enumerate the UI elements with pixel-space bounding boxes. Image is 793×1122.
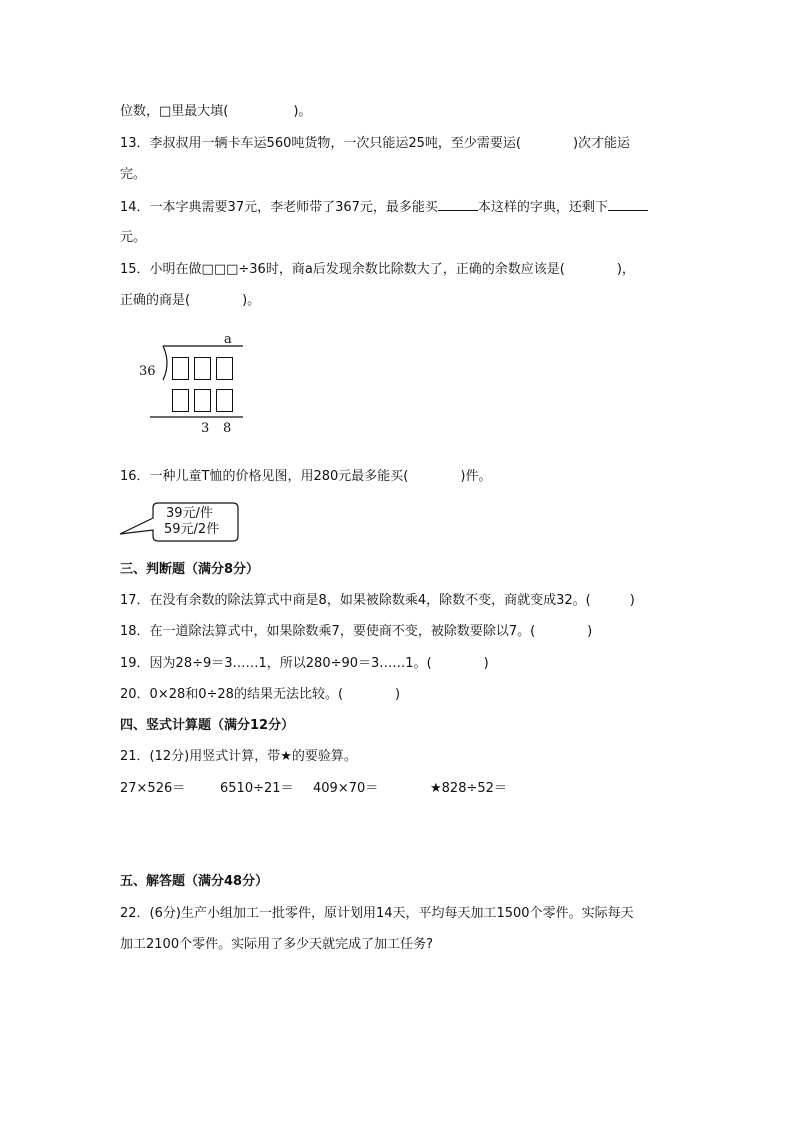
digit-box <box>194 357 211 380</box>
section-5-heading: 五、解答题（满分48分） <box>120 874 269 889</box>
division-diagram <box>130 330 260 440</box>
divisor-label: 36 <box>139 364 156 379</box>
answer-blank[interactable] <box>608 198 648 211</box>
q15-line2: 正确的商是( )。 <box>120 293 261 308</box>
calc-item-2: 6510÷21＝ <box>220 781 294 796</box>
price-single: 39元/件 <box>166 506 213 521</box>
digit-box <box>172 389 189 412</box>
q13-line1: 13．李叔叔用一辆卡车运560吨货物，一次只能运25吨，至少需要运( )次才能运 <box>120 136 631 151</box>
q13-line2: 完。 <box>120 167 147 182</box>
q14-line2: 元。 <box>120 230 147 245</box>
price-bubble <box>118 500 243 545</box>
section-4-heading: 四、竖式计算题（满分12分） <box>120 718 295 733</box>
remainder-digit-2: 8 <box>223 421 232 436</box>
q22-line1: 22．(6分)生产小组加工一批零件，原计划用14天，平均每天加工1500个零件。实际每天 <box>120 906 634 921</box>
q12-continuation: 位数，□里最大填( )。 <box>120 104 312 119</box>
q20-line: 20．0×28和0÷28的结果无法比较。( ) <box>120 687 401 702</box>
q22-line2: 加工2100个零件。实际用了多少天就完成了加工任务? <box>120 937 433 952</box>
q16-line: 16．一种儿童T恤的价格见图，用280元最多能买( )件。 <box>120 469 492 484</box>
digit-box <box>216 389 233 412</box>
q14-text-part1: 14．一本字典需要37元，李老师带了367元，最多能买 <box>120 200 438 215</box>
q15-line1: 15．小明在做□□□÷36时，商a后发现余数比除数大了，正确的余数应该是( )， <box>120 262 635 277</box>
q18-line: 18．在一道除法算式中，如果除数乘7，要使商不变，被除数要除以7。( ) <box>120 624 593 639</box>
digit-box <box>194 389 211 412</box>
price-pair: 59元/2件 <box>164 522 220 537</box>
answer-blank[interactable] <box>438 198 478 211</box>
division-bracket-lines <box>130 330 260 440</box>
quotient-label: a <box>224 332 232 347</box>
q14-text-part2: 本这样的字典，还剩下 <box>477 200 608 215</box>
digit-box <box>216 357 233 380</box>
digit-box <box>172 357 189 380</box>
q19-line: 19．因为28÷9＝3……1，所以280÷90＝3……1。( ) <box>120 656 489 671</box>
q21-line: 21．(12分)用竖式计算，带★的要验算。 <box>120 749 357 764</box>
calc-item-4: ★828÷52＝ <box>430 781 507 796</box>
section-3-heading: 三、判断题（满分8分） <box>120 562 260 577</box>
calc-item-3: 409×70＝ <box>313 781 379 796</box>
q17-line: 17．在没有余数的除法算式中商是8，如果被除数乘4，除数不变，商就变成32。( ) <box>120 593 635 608</box>
q14-line1 <box>120 198 648 217</box>
remainder-digit-1: 3 <box>201 421 210 436</box>
calc-item-1: 27×526＝ <box>120 781 186 796</box>
